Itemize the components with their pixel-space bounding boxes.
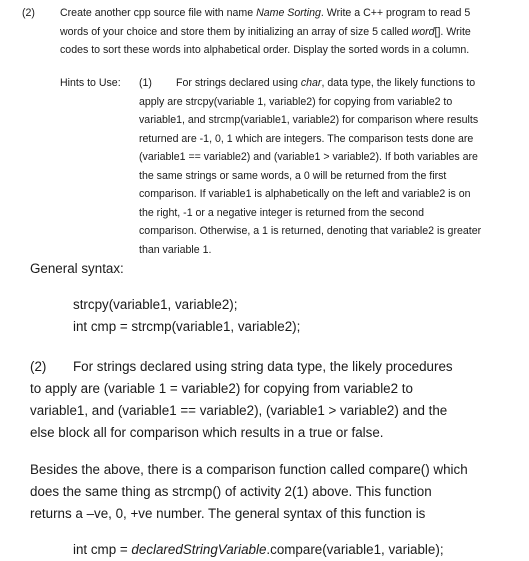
hints-char-type: char [300,77,322,89]
point2-line-2: to apply are (variable 1 = variable2) for copying from variable2 to [30,381,413,396]
syntax-strcmp: int cmp = strcmp(variable1, variable2); [73,319,301,334]
point2-line-4: else block all for comparison which results in a true or false. [30,425,384,440]
besides-line-1: Besides the above, there is a comparison function called compare() which [30,462,468,477]
hints-line-9: comparison. Otherwise, a 1 is returned, denoting that variable2 is greater [139,225,482,237]
hints-line-8: the right, -1 or a negative integer is returned from the second [139,206,425,219]
task-line-3: codes to sort these words into alphabetical order. Display the sorted words in a column. [60,44,470,56]
hints-line-10: than variable 1. [139,243,212,256]
hints-number: (1) [139,77,152,89]
declared-string-variable: declaredStringVariable [131,542,267,557]
besides-line-3: returns a –ve, 0, +ve number. The general syntax of this function is [30,506,426,521]
hints-line-4: returned are -1, 0, 1 which are integers. The comparison tests done are [139,132,474,145]
point2-number: (2) [30,359,47,374]
hints-line-3: variable1, and strcmp(variable1, variable2) for comparison where results [139,114,479,126]
task-filename: Name Sorting [256,7,321,19]
task-line-1: Create another cpp source file with name Name Sorting. Write a C++ program to read 5 [60,7,471,19]
point2-line-3: variable1, and (variable1 == variable2), (variable1 > variable2) and the [30,403,448,418]
hints-label: Hints to Use: [60,77,121,89]
besides-line-2: does the same thing as strcmp() of activity 2(1) above. This function [30,484,432,499]
hints-line-7: comparison. If variable1 is alphabetically on the left and variable2 is on [139,188,471,200]
syntax-strcpy: strcpy(variable1, variable2); [73,297,238,312]
hints-line-2: apply are strcpy(variable 1, variable2) for copying from variable2 to [139,95,453,108]
task-number: (2) [22,7,35,19]
hints-line-6: the same strings or same words, a 0 will be returned from the first [139,169,447,182]
hints-line-1: For strings declared using char, data type, the likely functions to [176,77,476,89]
task-array-name: word [411,25,435,38]
hints-line-5: (variable1 == variable2) and (variable1 > variable2). If both variables are [139,151,478,163]
general-syntax-label: General syntax: [30,261,124,276]
point2-line-1: For strings declared using string data type, the likely procedures [73,359,453,374]
syntax-compare: int cmp = declaredStringVariable.compare(variable1, variable); [73,542,444,557]
task-line-2: words of your choice and store them by initializing an array of size 5 called word[]. Write [60,25,471,38]
